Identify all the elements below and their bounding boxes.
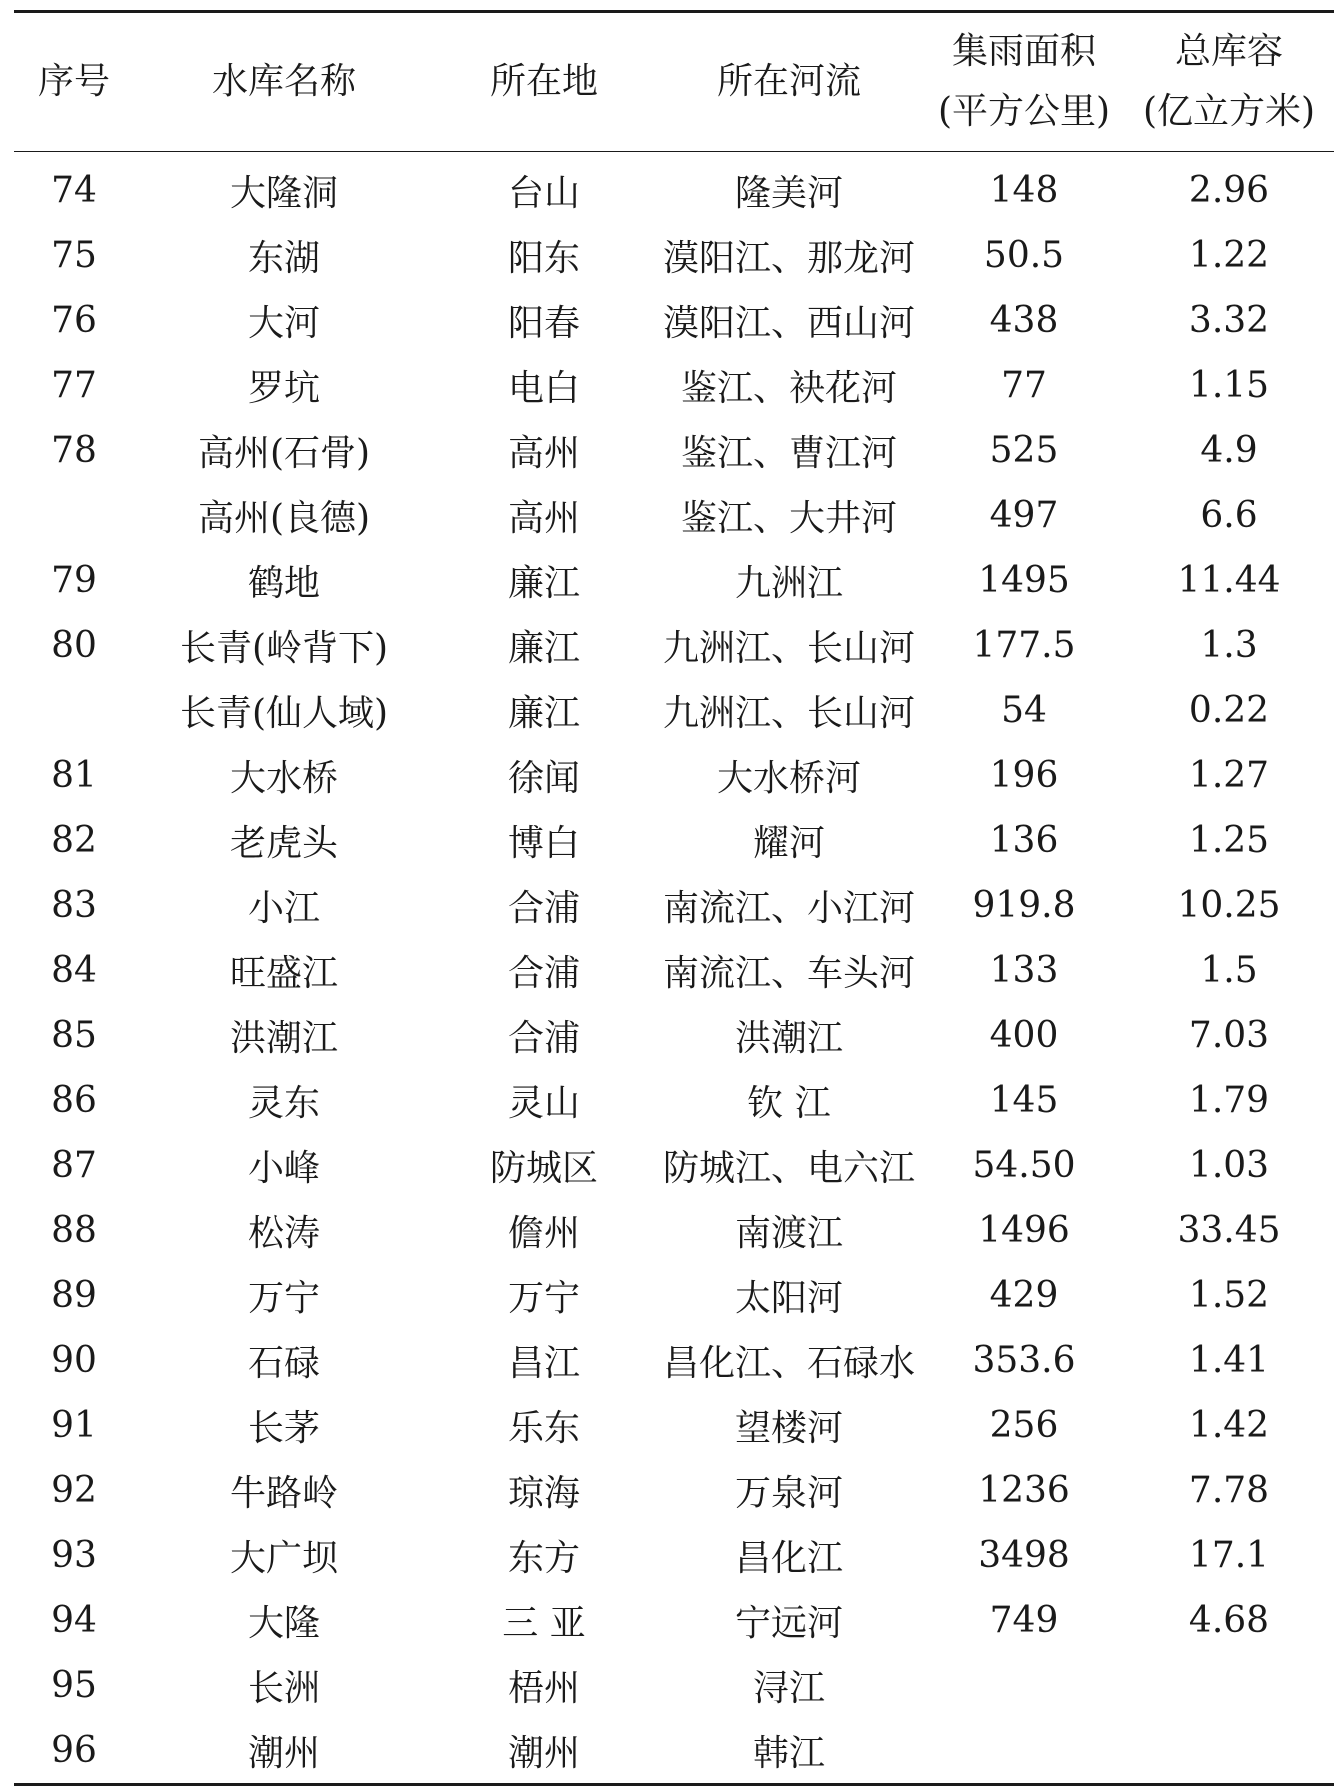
table-row [14,873,1334,938]
cell-name: 长洲 [247,1668,320,1709]
cell-capacity [1124,1653,1334,1718]
table-row [14,938,1334,1003]
cell-river: 南渡江 [734,1213,843,1254]
cell-location: 万宁 [507,1278,580,1319]
table-row [14,613,1334,678]
cell-area: 148 [989,170,1059,211]
cell-no: 80 [51,625,97,666]
cell-location: 儋州 [507,1213,580,1254]
cell-area: 1236 [978,1470,1070,1511]
reservoir-table [14,10,1334,1786]
table-row [14,288,1334,353]
cell-river: 鉴江、大井河 [680,498,897,539]
cell-river: 漠阳江、那龙河 [662,238,915,279]
table-row [14,1718,1334,1785]
cell-no: 91 [51,1405,97,1446]
cell-no: 77 [51,365,97,406]
header-capacity-line2: (亿立方米) [1142,91,1316,132]
cell-river: 望楼河 [734,1408,843,1449]
cell-area: 353.6 [972,1340,1076,1381]
cell-area: 429 [989,1275,1059,1316]
cell-capacity: 1.3 [1200,625,1258,666]
cell-river: 昌化江、石碌水 [662,1343,915,1384]
cell-location: 合浦 [507,888,580,929]
table-row [14,1263,1334,1328]
cell-location: 防城区 [489,1148,598,1189]
header-name: 水库名称 [211,61,356,102]
cell-capacity: 0.22 [1188,690,1270,731]
cell-no: 89 [51,1275,97,1316]
cell-area: 1495 [978,560,1070,601]
table-row [14,152,1334,224]
cell-river: 钦 江 [747,1083,831,1124]
cell-name: 洪潮江 [229,1018,338,1059]
cell-location: 阳东 [507,238,580,279]
table-row [14,1133,1334,1198]
header-capacity [1124,12,1334,152]
cell-capacity: 7.78 [1188,1470,1270,1511]
header-area-line1: 集雨面积 [951,31,1096,72]
cell-area: 256 [989,1405,1059,1446]
cell-name: 长青(仙人域) [179,693,389,734]
cell-river: 韩江 [752,1733,825,1774]
cell-location: 梧州 [507,1668,580,1709]
cell-capacity: 1.5 [1200,950,1258,991]
cell-name: 大隆 [247,1603,320,1644]
cell-location: 合浦 [507,1018,580,1059]
cell-capacity: 1.22 [1188,235,1270,276]
cell-location: 电白 [507,368,580,409]
cell-location: 台山 [507,173,580,214]
cell-area: 438 [989,300,1059,341]
cell-river: 南流江、车头河 [662,953,915,994]
cell-capacity: 7.03 [1188,1015,1270,1056]
table-row [14,1393,1334,1458]
cell-no: 84 [51,950,97,991]
cell-no: 75 [51,235,97,276]
cell-name: 高州(良德) [197,498,371,539]
cell-area: 136 [989,820,1059,861]
cell-capacity: 33.45 [1177,1210,1281,1251]
cell-area: 196 [989,755,1059,796]
table-row [14,678,1334,743]
cell-river: 鉴江、曹江河 [680,433,897,474]
cell-name: 潮州 [247,1733,320,1774]
cell-location: 东方 [507,1538,580,1579]
cell-no: 78 [51,430,97,471]
cell-location: 阳春 [507,303,580,344]
cell-capacity [1124,1718,1334,1785]
cell-no [14,483,134,548]
table-row [14,223,1334,288]
cell-no: 88 [51,1210,97,1251]
header-location: 所在地 [489,61,598,102]
cell-capacity: 1.79 [1188,1080,1270,1121]
cell-no: 74 [51,170,97,211]
cell-name: 灵东 [247,1083,320,1124]
cell-river: 隆美河 [734,173,843,214]
cell-river: 万泉河 [734,1473,843,1514]
cell-river: 九洲江、长山河 [662,628,915,669]
table-row [14,1653,1334,1718]
cell-river: 漠阳江、西山河 [662,303,915,344]
cell-name: 高州(石骨) [197,433,371,474]
cell-no: 90 [51,1340,97,1381]
cell-area: 400 [989,1015,1059,1056]
cell-river: 鉴江、袂花河 [680,368,897,409]
cell-capacity: 1.52 [1188,1275,1270,1316]
cell-no: 94 [51,1600,97,1641]
cell-name: 小江 [247,888,320,929]
cell-capacity: 11.44 [1177,560,1281,601]
header-no: 序号 [37,61,110,102]
table-row [14,1003,1334,1068]
cell-no: 76 [51,300,97,341]
cell-name: 长茅 [247,1408,320,1449]
cell-location: 徐闻 [507,758,580,799]
header-capacity-line1: 总库容 [1174,31,1283,72]
cell-no: 92 [51,1470,97,1511]
cell-capacity: 2.96 [1188,170,1270,211]
cell-area [924,1718,1124,1785]
cell-no: 85 [51,1015,97,1056]
table-row [14,743,1334,808]
cell-capacity: 6.6 [1200,495,1258,536]
cell-location: 琼海 [507,1473,580,1514]
cell-capacity: 1.27 [1188,755,1270,796]
table-row [14,1068,1334,1133]
cell-river: 防城江、电六江 [662,1148,915,1189]
cell-location: 三 亚 [502,1603,586,1644]
cell-area: 497 [989,495,1059,536]
cell-no: 83 [51,885,97,926]
cell-location: 廉江 [507,628,580,669]
cell-area: 50.5 [983,235,1065,276]
cell-capacity: 1.15 [1188,365,1270,406]
cell-river: 南流江、小江河 [662,888,915,929]
table-row [14,1328,1334,1393]
table-row [14,483,1334,548]
cell-name: 牛路岭 [229,1473,338,1514]
cell-no: 82 [51,820,97,861]
cell-area: 177.5 [972,625,1076,666]
table-body [14,152,1334,1785]
cell-name: 鹤地 [247,563,320,604]
cell-area: 1496 [978,1210,1070,1251]
table-row [14,1588,1334,1653]
cell-name: 万宁 [247,1278,320,1319]
cell-area: 919.8 [972,885,1076,926]
cell-name: 老虎头 [229,823,338,864]
cell-river: 昌化江 [734,1538,843,1579]
cell-location: 高州 [507,433,580,474]
cell-no: 93 [51,1535,97,1576]
table-row [14,353,1334,418]
cell-no: 81 [51,755,97,796]
cell-river: 九洲江 [734,563,843,604]
cell-river: 宁远河 [734,1603,843,1644]
cell-area: 525 [989,430,1059,471]
cell-capacity: 4.68 [1188,1600,1270,1641]
cell-area: 54.50 [972,1145,1076,1186]
cell-capacity: 1.41 [1188,1340,1270,1381]
cell-capacity: 3.32 [1188,300,1270,341]
cell-no: 79 [51,560,97,601]
cell-capacity: 1.42 [1188,1405,1270,1446]
cell-capacity: 4.9 [1200,430,1258,471]
cell-no [14,678,134,743]
cell-area: 77 [1001,365,1047,406]
cell-capacity: 17.1 [1188,1535,1270,1576]
cell-name: 松涛 [247,1213,320,1254]
table-row [14,1198,1334,1263]
cell-name: 长青(岭背下) [179,628,389,669]
cell-name: 罗坑 [247,368,320,409]
cell-no: 87 [51,1145,97,1186]
table-row [14,418,1334,483]
cell-location: 高州 [507,498,580,539]
cell-location: 博白 [507,823,580,864]
cell-name: 小峰 [247,1148,320,1189]
cell-river: 大水桥河 [716,758,861,799]
cell-name: 大隆洞 [229,173,338,214]
cell-name: 石碌 [247,1343,320,1384]
cell-area: 133 [989,950,1059,991]
cell-capacity: 10.25 [1177,885,1281,926]
cell-area: 54 [1001,690,1047,731]
cell-name: 大水桥 [229,758,338,799]
cell-river: 洪潮江 [734,1018,843,1059]
cell-location: 灵山 [507,1083,580,1124]
cell-name: 大广坝 [229,1538,338,1579]
cell-no: 95 [51,1665,97,1706]
header-row [14,12,1334,152]
cell-capacity: 1.25 [1188,820,1270,861]
cell-location: 昌江 [507,1343,580,1384]
header-area [924,12,1124,152]
header-area-line2: (平方公里) [937,91,1111,132]
cell-location: 廉江 [507,693,580,734]
cell-location: 合浦 [507,953,580,994]
cell-area: 145 [989,1080,1059,1121]
table-row [14,1458,1334,1523]
cell-river: 浔江 [752,1668,825,1709]
table-row [14,548,1334,613]
cell-river: 耀河 [752,823,825,864]
cell-river: 九洲江、长山河 [662,693,915,734]
cell-area: 749 [989,1600,1059,1641]
cell-location: 乐东 [507,1408,580,1449]
cell-location: 廉江 [507,563,580,604]
cell-location: 潮州 [507,1733,580,1774]
cell-area: 3498 [978,1535,1070,1576]
table-row [14,1523,1334,1588]
table-header [14,12,1334,152]
cell-no: 96 [51,1730,97,1771]
cell-name: 旺盛江 [229,953,338,994]
cell-river: 太阳河 [734,1278,843,1319]
cell-capacity: 1.03 [1188,1145,1270,1186]
document-page [14,10,1334,1786]
table-row [14,808,1334,873]
cell-no: 86 [51,1080,97,1121]
cell-area [924,1653,1124,1718]
cell-name: 东湖 [247,238,320,279]
header-river: 所在河流 [716,61,861,102]
cell-name: 大河 [247,303,320,344]
